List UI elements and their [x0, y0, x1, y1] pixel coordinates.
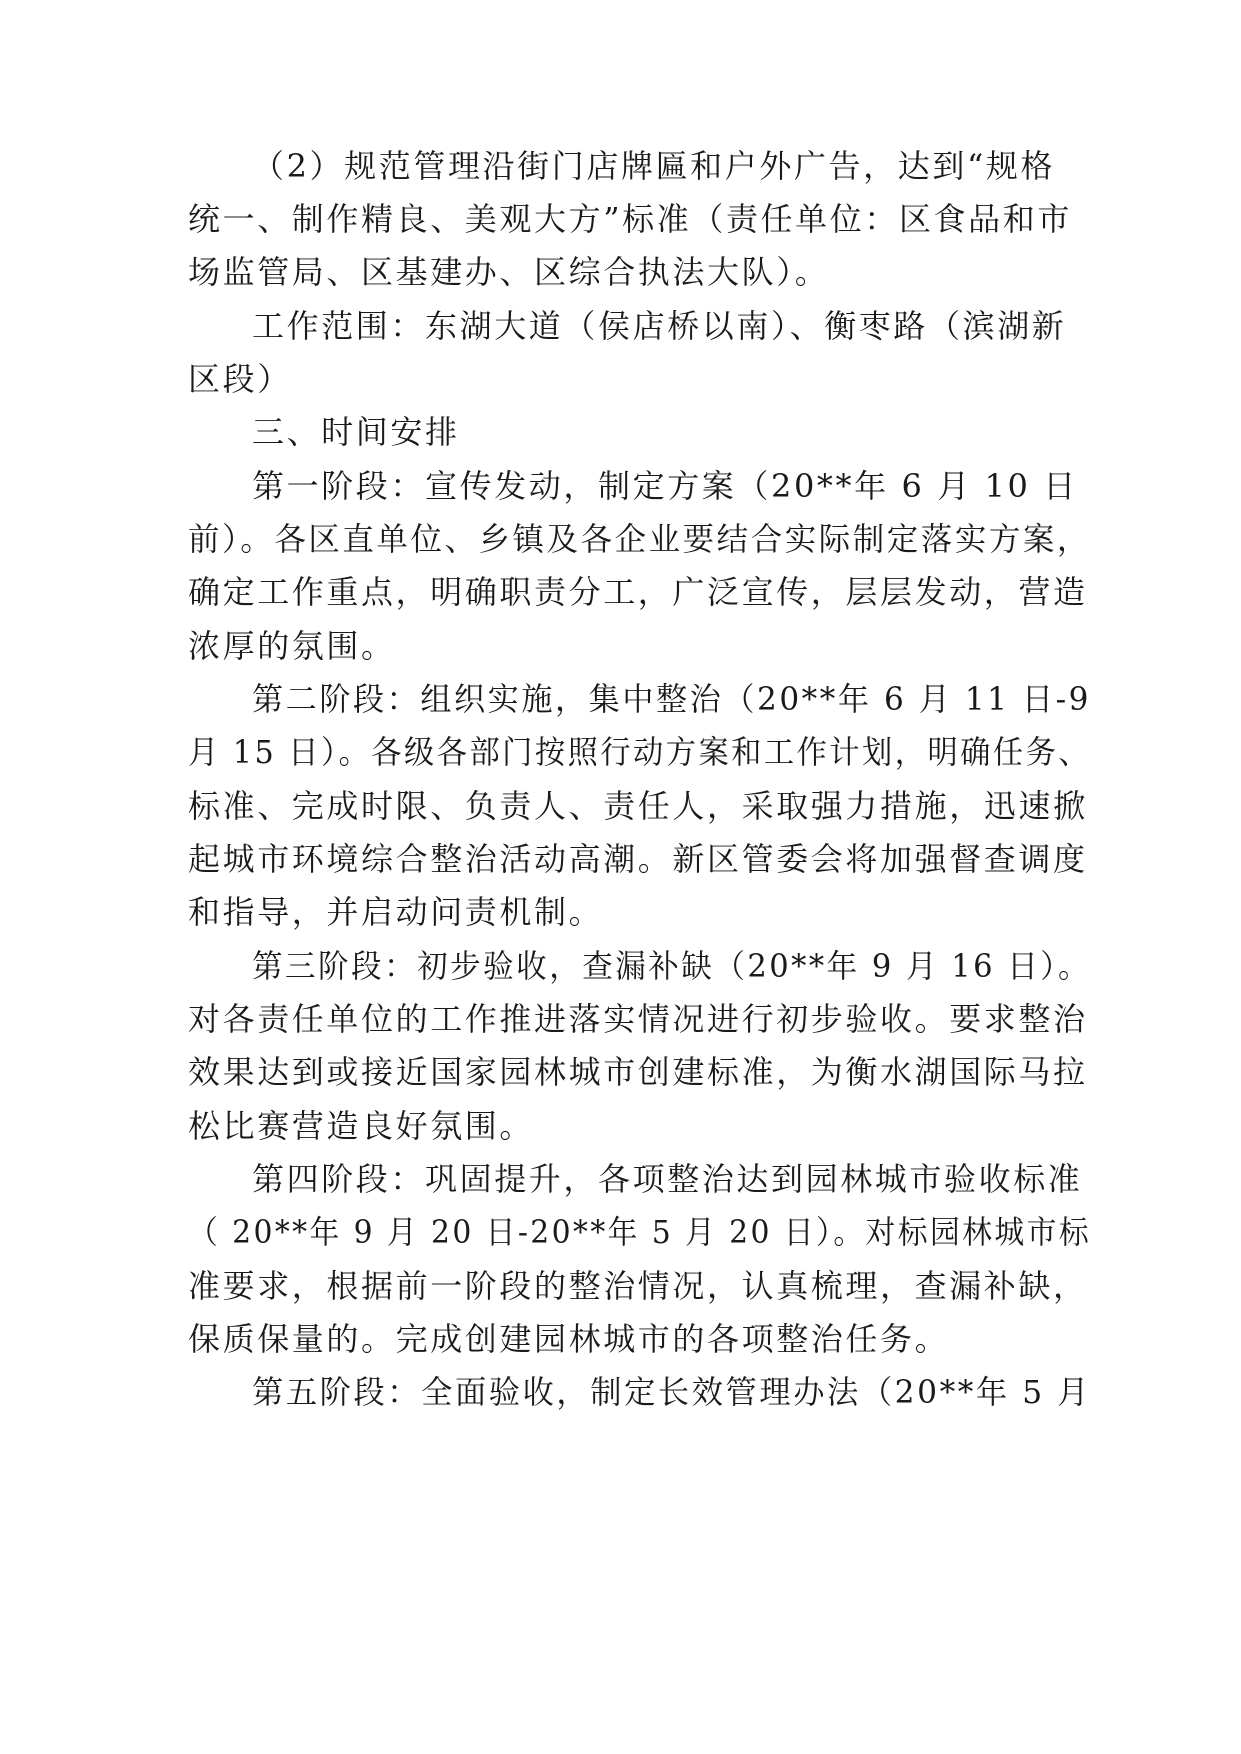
paragraph-line-8: 前）。各区直单位、乡镇及各企业要结合实际制定落实方案， — [188, 520, 1091, 558]
paragraph-line-9: 确定工作重点，明确职责分工，广泛宣传，层层发动，营造 — [188, 573, 1088, 611]
paragraph-line-5: 区段） — [188, 360, 292, 398]
paragraph-line-24: 第五阶段：全面验收，制定长效管理办法（20**年 5 月 — [252, 1373, 1092, 1411]
paragraph-line-15: 和指导，并启动问责机制。 — [188, 893, 604, 931]
paragraph-line-22: 准要求，根据前一阶段的整治情况，认真梳理，查漏补缺， — [188, 1267, 1088, 1305]
paragraph-line-16: 第三阶段：初步验收，查漏补缺（20**年 9 月 16 日）。 — [252, 947, 1092, 985]
paragraph-line-12: 月 15 日）。各级各部门按照行动方案和工作计划，明确任务、 — [188, 733, 1092, 771]
paragraph-line-20: 第四阶段：巩固提升，各项整治达到园林城市验收标准 — [252, 1160, 1083, 1198]
paragraph-line-13: 标准、完成时限、负责人、责任人，采取强力措施，迅速掀 — [188, 787, 1088, 825]
paragraph-line-19: 松比赛营造良好氛围。 — [188, 1107, 535, 1145]
paragraph-line-4: 工作范围：东湖大道（侯店桥以南）、衡枣路（滨湖新 — [252, 307, 1067, 345]
paragraph-line-23: 保质保量的。完成创建园林城市的各项整治任务。 — [188, 1320, 950, 1358]
paragraph-line-11: 第二阶段：组织实施，集中整治（20**年 6 月 11 日-9 — [252, 680, 1091, 718]
paragraph-line-2: 统一、制作精良、美观大方”标准（责任单位：区食品和市 — [188, 200, 1072, 238]
paragraph-line-3: 场监管局、区基建办、区综合执法大队）。 — [188, 253, 830, 291]
paragraph-line-14: 起城市环境综合整治活动高潮。新区管委会将加强督查调度 — [188, 840, 1088, 878]
paragraph-line-10: 浓厚的氛围。 — [188, 627, 396, 665]
paragraph-line-17: 对各责任单位的工作推进落实情况进行初步验收。要求整治 — [188, 1000, 1088, 1038]
paragraph-line-1: （2）规范管理沿街门店牌匾和户外广告，达到“规格 — [252, 147, 1056, 185]
paragraph-line-21: （ 20**年 9 月 20 日-20**年 5 月 20 日）。对标园林城市标 — [188, 1213, 1092, 1251]
paragraph-line-7: 第一阶段：宣传发动，制定方案（20**年 6 月 10 日 — [252, 467, 1078, 505]
paragraph-line-18: 效果达到或接近国家园林城市创建标准，为衡水湖国际马拉 — [188, 1053, 1088, 1091]
section-heading: 三、时间安排 — [252, 413, 460, 451]
